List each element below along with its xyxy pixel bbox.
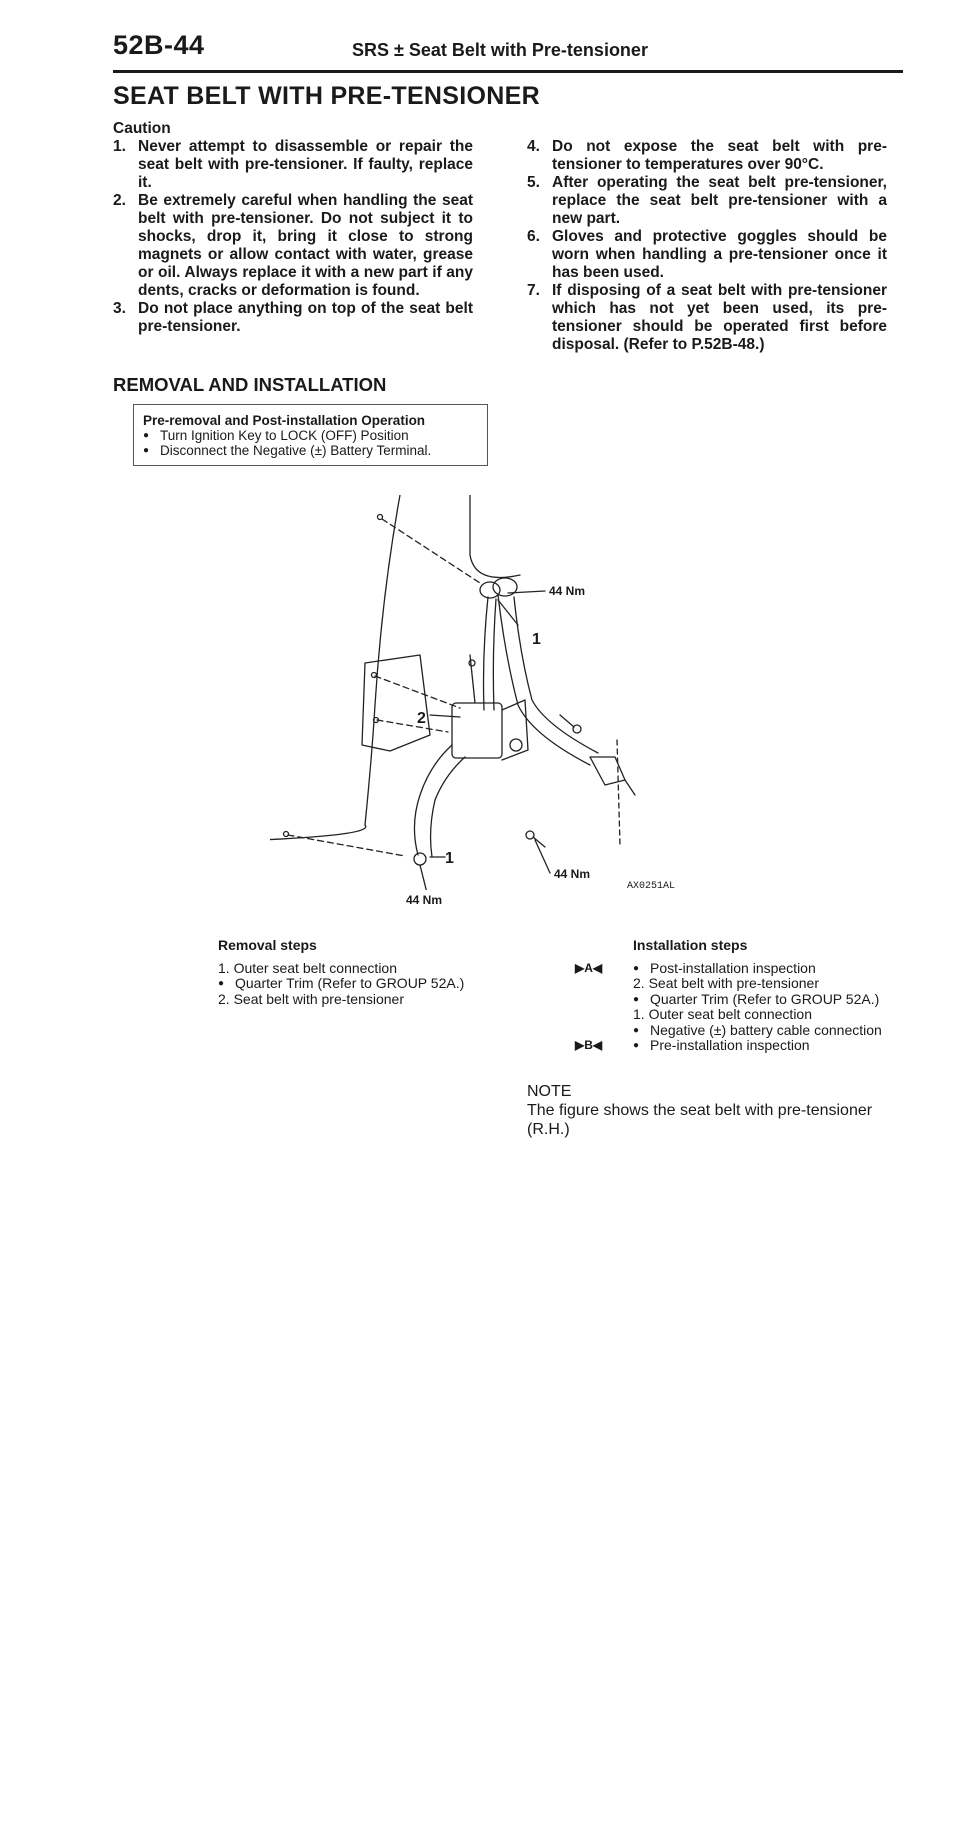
figure-note (527, 1082, 907, 1139)
belt-webbing (484, 597, 489, 710)
caution-item (527, 282, 887, 354)
caution-item-text: Do not expose the seat belt with pre-tensioner to temperatures over 90°C. (552, 138, 887, 173)
marker-letter: B (584, 1038, 593, 1052)
bolt-point (284, 832, 289, 837)
bullet-icon: ● (143, 430, 150, 441)
caution-item-text: After operating the seat belt pre-tensioner, replace the seat belt pre-tensioner with a new part. (552, 174, 887, 227)
installation-step (575, 959, 913, 977)
installation-step-text: Pre-installation inspection (650, 1037, 810, 1053)
service-point-marker: ▶B◀ (575, 1038, 603, 1052)
caution-left-column (113, 120, 473, 336)
installation-step: 1. Outer seat belt connection (633, 1006, 812, 1022)
belt-webbing (493, 599, 496, 710)
lower-belt (414, 745, 452, 855)
quarter-trim-panel (362, 655, 430, 751)
caution-item-number: 7. (527, 282, 540, 299)
installation-step-text: Negative (±) battery cable connection (650, 1021, 882, 1038)
window-edge (470, 495, 520, 578)
part-number-label: 1 (532, 631, 541, 648)
caution-item-number: 1. (113, 138, 126, 155)
pre-removal-box (133, 404, 488, 466)
installation-step (633, 1023, 913, 1039)
figure-code: AX0251AL (627, 881, 676, 890)
leader-line (430, 715, 460, 717)
caution-item-text: Be extremely careful when handling the seat belt with pre-tensioner. Do not subject it to shocks, drop it, bring it close to strong magnets or allow contact with water, grease or oil. Always replace it with a new part if any dents, cracks or deformation is found. (138, 192, 473, 299)
seat-belt-diagram (270, 495, 740, 890)
dashed-line (617, 740, 620, 845)
caution-item-text: Do not place anything on top of the seat belt pre-tensioner. (138, 300, 473, 335)
removal-step-text: Quarter Trim (Refer to GROUP 52A.) (235, 975, 465, 991)
installation-step (633, 992, 913, 1008)
installation-step (575, 1037, 913, 1054)
caution-item-number: 2. (113, 192, 126, 209)
pre-removal-title: Pre-removal and Post-installation Operation (143, 413, 426, 428)
upper-anchor (480, 582, 500, 598)
bullet-icon: ● (143, 445, 150, 456)
note-text: The figure shows the seat belt with pre-tensioner (R.H.) (527, 1102, 873, 1138)
pre-removal-item-text: Disconnect the Negative (±) Battery Terminal. (160, 443, 432, 458)
retractor-body (452, 703, 502, 758)
service-point-marker: ▶A◀ (575, 960, 603, 975)
page-code: 52B-44 (113, 30, 205, 60)
bullet-icon: ● (633, 1040, 640, 1051)
removal-step: 2. Seat belt with pre-tensioner (218, 990, 404, 1007)
installation-steps-title: Installation steps (633, 937, 748, 953)
belt-tongue-tip (625, 780, 635, 795)
note-label: NOTE (527, 1083, 572, 1100)
guide-bolt (469, 660, 475, 666)
leader-line (420, 865, 428, 890)
torque-label: 44 Nm (406, 893, 443, 907)
caution-item-number: 5. (527, 174, 540, 191)
page-header-title: SRS ± Seat Belt with Pre-tensioner (352, 40, 648, 60)
caution-label: Caution (113, 120, 171, 137)
caution-item (527, 138, 887, 174)
pre-removal-item-text: Turn Ignition Key to LOCK (OFF) Position (160, 428, 409, 443)
bullet-icon: ● (633, 993, 640, 1005)
caution-item-number: 3. (113, 300, 126, 317)
caution-item-number: 6. (527, 228, 540, 245)
removal-steps (218, 938, 508, 1007)
belt-webbing (498, 595, 590, 765)
belt-tongue (590, 757, 625, 785)
removal-steps-title: Removal steps (218, 937, 317, 953)
page-title: SEAT BELT WITH PRE-TENSIONER (113, 82, 540, 110)
installation-step-text: Quarter Trim (Refer to GROUP 52A.) (650, 990, 880, 1007)
caution-item-number: 4. (527, 138, 540, 155)
part-number-label: 1 (445, 850, 454, 867)
bolt-point (378, 515, 383, 520)
caution-item (527, 228, 887, 282)
dashed-line (377, 720, 448, 732)
installation-step: 2. Seat belt with pre-tensioner (633, 975, 819, 991)
header-divider (113, 70, 903, 73)
torque-label: 44 Nm (549, 584, 586, 598)
bolt-head (526, 831, 534, 839)
bolt (560, 715, 574, 727)
installation-step-text: Post-installation inspection (650, 959, 816, 976)
bolt (533, 837, 545, 847)
leader-line (508, 591, 545, 593)
bolt-point (372, 673, 377, 678)
bullet-icon: ● (633, 1024, 640, 1036)
torque-label: 44 Nm (554, 867, 591, 881)
removal-step: 1. Outer seat belt connection (218, 959, 397, 976)
dashed-line (288, 835, 405, 856)
dashed-line (375, 676, 460, 708)
removal-step (218, 976, 508, 992)
retractor-bolt (510, 739, 522, 751)
lower-anchor (414, 853, 426, 865)
dashed-line (382, 519, 480, 583)
bullet-icon: ● (218, 978, 225, 989)
caution-item-text: Gloves and protective goggles should be worn when handling a pre-tensioner once it has been used. (552, 228, 887, 281)
caution-item (527, 174, 887, 228)
caution-item-text: Never attempt to disassemble or repair the seat belt with pre-tensioner. If faulty, replace it. (138, 138, 473, 191)
bullet-icon: ● (633, 962, 640, 974)
pre-removal-item (143, 443, 478, 458)
caution-right-column (527, 138, 887, 354)
caution-item (113, 192, 473, 300)
marker-letter: A (584, 960, 593, 975)
installation-steps (575, 937, 913, 1054)
part-number-label: 2 (417, 710, 426, 727)
caution-item (113, 138, 473, 192)
caution-item (113, 300, 473, 336)
lower-belt (431, 757, 465, 857)
section-title: REMOVAL AND INSTALLATION (113, 374, 387, 395)
bolt-head (573, 725, 581, 733)
pre-removal-item (143, 428, 478, 443)
caution-item-text: If disposing of a seat belt with pre-tensioner which has not yet been used, its pre-tensioner should be operated first before disposal. (Refer to P.52B-48.) (552, 282, 887, 353)
